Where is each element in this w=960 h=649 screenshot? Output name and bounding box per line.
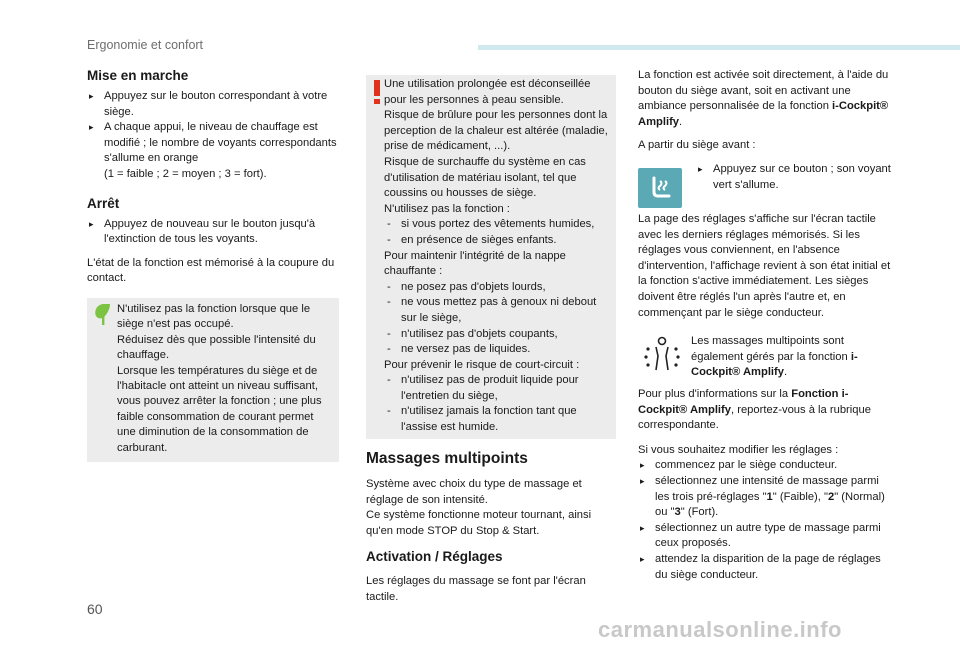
modify-intro: Si vous souhaitez modifier les réglages : xyxy=(638,443,839,456)
info-person-icon xyxy=(640,336,684,376)
mise-bullet-1: ▸ Appuyez sur le bouton correspondant à votre siège. xyxy=(87,89,343,120)
seat-massage-icon xyxy=(638,168,682,208)
column-1 xyxy=(87,68,343,287)
warn-keep: Pour maintenir l'intégrité de la nappe chauffante : xyxy=(384,249,566,278)
activation-intro: La fonction est activée soit directement, à l'aide du bouton du siège avant, soit en activant une ambiance personnalisée de la fonction i-Cockpit® Amplify. xyxy=(638,69,889,128)
arret-bullet-1: ▸ Appuyez de nouveau sur le bouton jusqu'à l'extinction de tous les voyants. xyxy=(87,217,343,248)
warn-short-item: - n'utilisez pas de produit liquide pour l'entretien du siège, xyxy=(384,373,612,404)
warn-keep-item: - n'utilisez pas d'objets coupants, xyxy=(384,327,612,343)
modify-step: ▸ sélectionnez un autre type de massage parmi ceux proposés. xyxy=(638,521,892,552)
eco-leaf-icon xyxy=(93,302,113,326)
warn-short-item: - n'utilisez jamais la fonction tant que l'assise est humide. xyxy=(384,404,612,435)
massage-p2: Ce système fonctionne moteur tournant, ainsi qu'en mode STOP du Stop & Start. xyxy=(366,509,592,537)
page-number: 60 xyxy=(87,601,103,617)
warn-keep-item: - ne posez pas d'objets lourds, xyxy=(384,280,612,296)
eco-line-3: Lorsque les températures du siège et de l'habitacle ont atteint un niveau suffisant, vous pouvez arrêter la fonction ; une plus faible consommation de courant permet une diminution de la consommation de carburant. xyxy=(117,364,322,454)
mise-en-marche-heading: Mise en marche xyxy=(87,68,189,83)
eco-line-1: N'utilisez pas la fonction lorsque que le siège n'est pas occupé. xyxy=(117,303,311,331)
warn-keep-item: - ne versez pas de liquides. xyxy=(384,342,612,358)
press-button-bullet: ▸ Appuyez sur ce bouton ; son voyant vert s'allume. xyxy=(696,162,909,193)
mise-bullet-2: ▸ A chaque appui, le niveau de chauffage est modifié ; le nombre de voyants correspondants s'allume en orange (1 = faible ; 2 = moyen ; 3 = fort). xyxy=(87,120,343,182)
more-info-text: Pour plus d'informations sur la Fonction i-Cockpit® Amplify, reportez-vous à la rubrique correspondante. xyxy=(638,388,871,432)
arret-note: L'état de la fonction est mémorisé à la coupure du contact. xyxy=(87,256,335,285)
header-bar xyxy=(478,45,960,50)
watermark: carmanualsonline.info xyxy=(598,617,842,642)
warn-short: Pour prévenir le risque de court-circuit : xyxy=(384,358,580,371)
warn-dont-item: - en présence de sièges enfants. xyxy=(384,233,612,249)
seat-massage-button xyxy=(638,168,682,208)
massage-info-text: Les massages multipoints sont également gérés par la fonction i-Cockpit® Amplify. xyxy=(691,335,858,379)
modify-step: ▸ attendez la disparition de la page de réglages du siège conducteur. xyxy=(638,552,892,583)
massage-p1: Système avec choix du type de massage et réglage de son intensité. xyxy=(366,478,582,506)
warning-box xyxy=(366,75,616,439)
modify-step: ▸ commencez par le siège conducteur. xyxy=(638,458,892,474)
modify-step: ▸ sélectionnez une intensité de massage parmi les trois pré-réglages "1" (Faible), "2" (Normal) ou "3" (Fort). xyxy=(638,474,892,521)
warn-dont-item: - si vous portez des vêtements humides, xyxy=(384,217,612,233)
massages-heading: Massages multipoints xyxy=(366,450,528,467)
activation-heading: Activation / Réglages xyxy=(366,549,503,565)
page-section-title: Ergonomie et confort xyxy=(87,38,204,52)
warn-overheat: Risque de surchauffe du système en cas d'utilisation de matériau isolant, tel que coussins ou housses de siège. xyxy=(384,155,586,200)
activation-p: Les réglages du massage se font par l'écran tactile. xyxy=(366,575,586,603)
eco-note-box xyxy=(87,298,339,462)
warning-exclamation-icon xyxy=(370,79,384,105)
massage-section xyxy=(366,450,616,606)
eco-line-2: Réduisez dès que possible l'intensité du chauffage. xyxy=(117,333,316,362)
warn-dont: N'utilisez pas la fonction : xyxy=(384,202,510,215)
front-seat-label: A partir du siège avant : xyxy=(638,139,756,152)
warn-burn: Risque de brûlure pour les personnes dont la perception de la chaleur est altérée (maladie, prise de médicament, ...). xyxy=(384,109,608,153)
column-3-bottom xyxy=(638,387,892,583)
settings-page-text: La page des réglages s'affiche sur l'écran tactile avec les derniers réglages mémorisés. Si les réglages vous conviennent, en l'absence d'intervention, l'affichage revient à son état initial et la fonction s'active immédiatement. Les sièges doivent être réglés l'un après l'autre et, en commençant par le siège conducteur. xyxy=(638,213,891,319)
warn-keep-item: - ne vous mettez pas à genoux ni debout sur le siège, xyxy=(384,295,612,326)
column-3-top xyxy=(638,68,892,154)
warn-intro: Une utilisation prolongée est déconseillée pour les personnes à peau sensible. xyxy=(384,78,591,106)
arret-heading: Arrêt xyxy=(87,195,120,211)
